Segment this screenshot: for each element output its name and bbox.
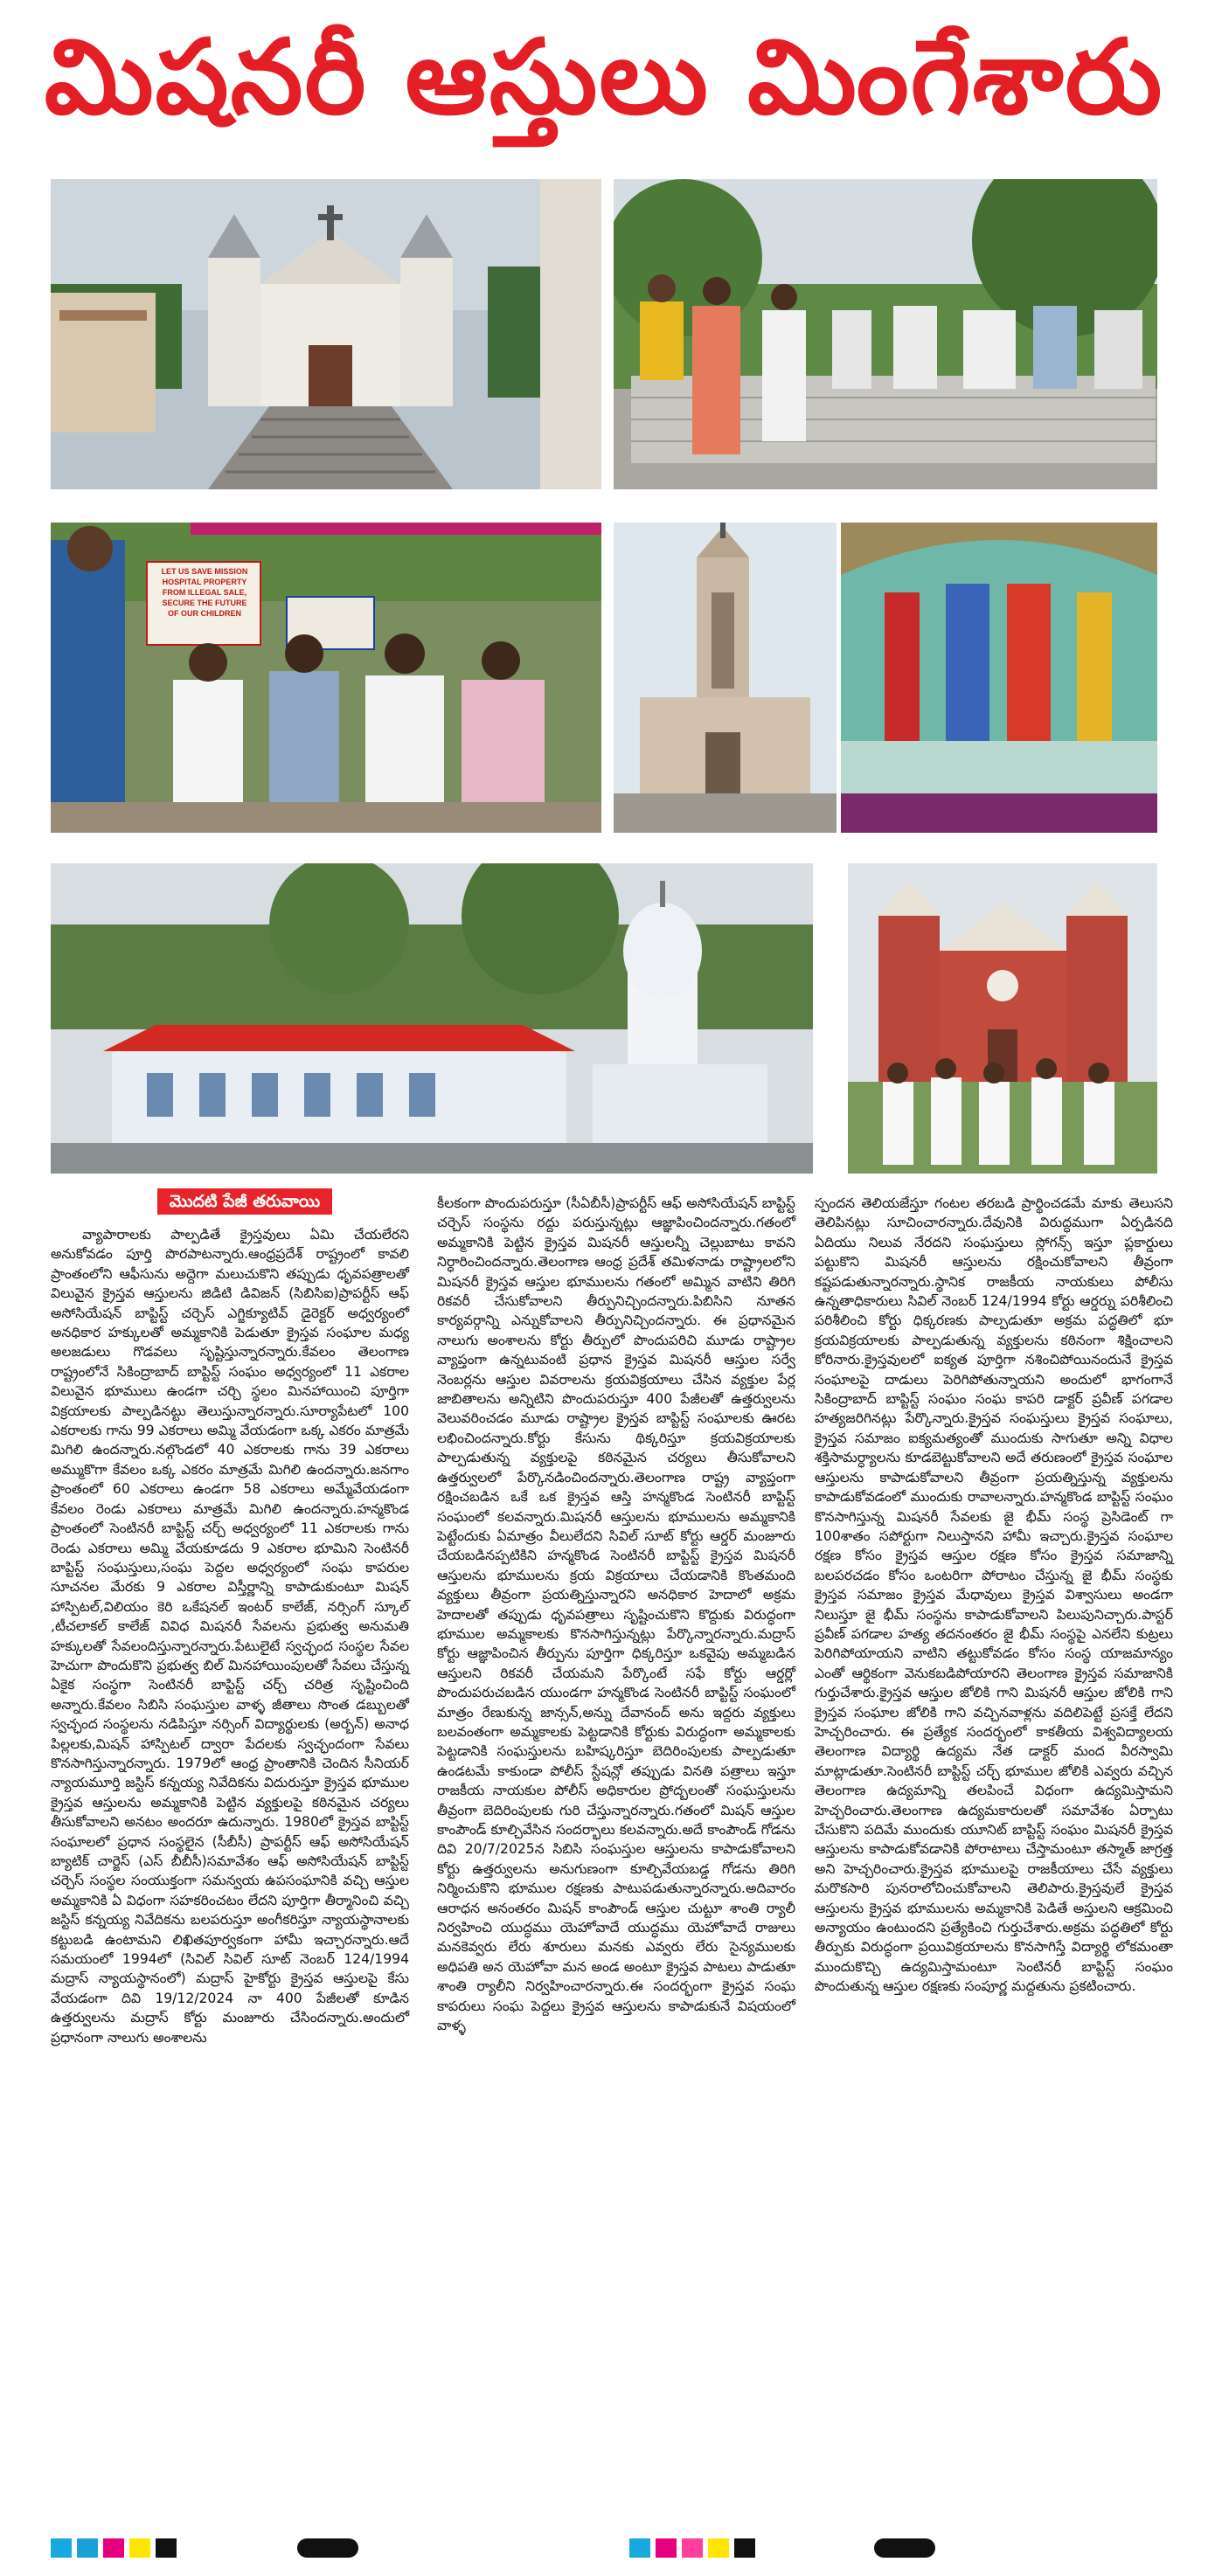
article-paragraph: వ్యాపారాలకు పాల్పడితే క్రైస్తవులు ఏమి చేయలేరని అనుకోవడం పూర్తి పొరపాటన్నారు.ఆంధ్రప్రదేశ్ రాష్ట్రంలో కావలి ప్రాంతంలోని ఆఫీసును అద్దెగా మలుచుకొని తప్పుడు ధృవపత్రాలతో విలువైన క్రైస్తవ ఆస్తులను జిడిటి డివిజన్ (సిబిసిఐ)ప్రాపర్టీస్ ఆఫ్ అసోసియేషన్ బాప్టిస్ట్ చర్చెస్ ఎగ్జిక్యూటివ్ డైరెక్టర్ అధ్వర్యంలో అనధికార హక్కులతో అమ్మకానికి పెడుతూ క్రైస్తవ సంఘాల మధ్య అలజడులు గొడవలు సృష్టిస్తున్నారన్నారు.కేవలం తెలంగాణ రాష్ట్రంలోనే సికింద్రాబాద్ బాప్టిస్ట్ సంఘం అధ్వర్యంలో 11 ఎకరాల విలువైన భూములు ఉండగా చర్చి స్థలం మినహాయించి పూర్తిగా విక్రయాలకు పాల్పడినట్టు తెలుస్తున్నారన్నారు.సూర్యాపేటలో 100 ఎకరాలకు గాను 99 ఎకరాలు అమ్మి వేయడంగా ఒక్క ఎకరం మాత్రమే మిగిలి ఉందన్నారు.నల్గొండలో 40 ఎకరాలకు గాను 39 ఎకరాలు అమ్ముకొగా కేవలం ఒక్క ఎకరం మాత్రమే మిగిలి ఉందన్నారు.జనగాం ప్రాంతంలో 60 ఎకరాలు ఉండగా 58 ఎకరాలు అమ్మేవేయడంగా కేవలం రెండు ఎకరాలు మాత్రమే మిగిలి ఉందన్నారు.హన్మకొండ ప్రాంతంలో సెంటినరీ బాప్టిస్ట్ చర్చ్ అధ్వర్యంలో 11 ఎకరాలకు గాను రెండు ఎకరాలు అమ్మి వేయకూడదు 9 ఎకరాల భూమిని సెంటినరీ బాప్టిస్ట్ సంఘస్తులు,సంఘ పెద్దల అధ్వర్యంలో సంఘ కాపరుల సూచనల మేరకు 9 ఎకరాల విస్తీర్ణాన్ని కాపాడుకుంటూ మిషన్ హాస్పిటల్,విలియం కెరి ఒకేషనల్ ఇంటర్ కాలేజ్, నర్సింగ్ స్కూల్ ,టీచలాకల్ కాలేజ్ వివిధ మిషనరీ సేవలను ప్రభుత్వ అనుమతి హక్కులతో సేవలందిస్తున్నారన్నారు.పేటులైటే స్వచ్ఛంద సంస్థల సేవల హెచుగా పొందుకొని ప్రభుత్వ బిల్ మినహాయింపులతో సేవలు చేస్తున్న ఏకైక సంస్థగా సెంటినరీ బాప్టిస్ట్ చర్చ్ చరిత్ర సృష్టించింది అన్నారు.కేవలం సిబిసి సంఘస్తుల వాళ్ళ జీతాలు సొంత డబ్బులతో స్వచ్ఛంద సంస్థలను నడిపిస్తూ నర్సింగ్ విద్యార్థులకు (అర్బన్) అనాధ పిల్లలకు,మిషన్ హాస్పిటల్ ద్వారా పేదలకు స్వచ్ఛందంగా సేవలు కొనసాగిస్తున్నారన్నారు. 1979లో ఆంధ్ర ప్రాంతానికి చెందిన సీనియర్ న్యాయమూర్తి జస్టిస్ కన్నయ్య నివేదికను విదురుస్తూ క్రైస్తవ భూముల క్రైస్తవ ఆస్తులను అమ్మకానికి పెట్టిన వ్యక్తులపై కఠినమైన చర్యలు తీసుకోవాలని అనటం అందరూ ఉదున్నారు. 1980లో క్రైస్తవ బాప్టిస్ట్ సంఘాలలో ప్రధాన సంస్థలైన (సీబీసీ) ప్రాపర్టీస్ ఆఫ్ అసోసియేషన్ బ్యాటిక్ చార్జెస్ (ఎస్ బీబీసీ)సమావేశం ఆఫ్ అసోసియేషన్ బాప్టిస్ట్ చర్చెస్ సంస్థల సంయుక్తంగా సమన్వయ ఉపసంఘానికి వచ్చి ఆస్తుల అమ్మకానికి ఏ విధంగా సహకరించటం లేదని పూర్తిగా తీర్మానించి వచ్చి జస్టిస్ కన్నయ్య నివేదికను బలపరుస్తూ అంగీకరిస్తూ న్యాయస్థానాలకు కట్టుబడి ఉంటామని లిఖితపూర్వకంగా హామీ ఇచ్చారన్నారు.ఆదే సమయంలో 1994లో (సివిల్ సివిల్ సూట్ నెంబర్ 124/1994 మద్రాస్ న్యాయస్థానంలో) మద్రాస్ హైకోర్టు క్రైస్తవ ఆస్తులపై కేసు వేయడంగా దివి 19/12/2024 నా 400 పేజీలతో కూడిన ఉత్తర్వులను మద్రాస్ కోర్టు మంజూరు చేసిందన్నారు.అందులో ప్రధానంగా నాలుగు అంశాలను [51,1227,409,2046]
banner-line: LET US SAVE MISSION [161,567,248,576]
protest-sitting-photo [51,523,601,833]
article-column-3 [815,1194,1173,2504]
article-column-1 [51,1225,409,2496]
headline: మిషనరీ ఆస్తులు మింగేశారు [44,17,1164,137]
article-paragraph: స్పందన తెలియజేస్తూ గంటల తరబడి ప్రార్థించడమే మాకు తెలుసని తెలిపినట్లు సూచించారన్నారు.దేవునికి విరుద్ధముగా ఏర్పడినది ఏదియు నిలువ నేరదని సంఘస్తులు స్లోగన్స్ ఇస్తూ ప్లకార్డులు పట్టుకొని మిషనరీ ఆస్తులను రక్షించుకోవాలని తీవ్రంగా కష్టపడుతున్నారన్నారు.స్థానిక రాజకీయ నాయకులు పోలీసు ఉన్నతాధికారులు సివిల్ నెంబర్ 124/1994 కోర్టు ఆర్డర్ను పరిశీలించి పరిశీలించి కోర్టు ధిక్కరణకు పాల్పడుతూ అక్రమ పద్ధతిలో భూ క్రయవిక్రయాలకు పాల్పడుతున్న వ్యక్తులను కఠినంగా శిక్షించాలని కోరినారు.క్రైస్తవులలో ఐక్యత పూర్తిగా నశించిపోయినందునే క్రైస్తవ సంఘాలపై దాడులు పెరిగిపోతున్నాయని అందులో భాగంగానే సికింద్రాబాద్ బాప్టిస్ట్ సంఘం సంఘ కాపరి డాక్టర్ ప్రవీణ్ పగడాల హత్యజరిగినట్లు పేర్కొన్నారు.క్రైస్తవ సంఘస్తులు క్రైస్తవ సంఘాలు, క్రైస్తవ సమాజం ఐక్యమత్యంతో ముందుకు సాగుతూ అన్ని విధాల శక్తిసామర్ధ్యాలను కూడబెట్టుకోవాలని అదే తరుణంలో క్రైస్తవ సంఘాల ఆస్తులను కాపాడుకోవాలని తీవ్రంగా ప్రయత్నిస్తున్న వ్యక్తులను కాపాడుకోవడంలో ముందుకు రావాలన్నారు.హన్మకొండ బాప్టిస్ట్ సంఘం కొనసాగిస్తున్న మిషనరీ సేవలకు జై భీమ్ సంస్థ ప్రెసిడెంట్ గా 100శాతం సపోర్టుగా నిలుస్తానని హామీ ఇచ్చారు.క్రైస్తవ సంఘాల రక్షణ కోసం క్రైస్తవ ఆస్తుల రక్షణ కోసం క్రైస్తవ సమాజాన్ని బలపరచడం కోసం ఒంటరిగా పోరాటం చేస్తున్న జై భీమ్ సంస్థకు క్రైస్తవ సమాజం క్రైస్తవ మేధావులు క్రైస్తవ విశ్వాసులు అండగా నిలుస్తూ జై భీమ్ సంస్థను కాపాడుకోవాలని పిలుపునిచ్చారు.పాస్టర్ ప్రవీణ్ పగడాల హత్య తదనంతరం జై భీమ్ సంస్థపై ఎనలేని కుట్రలు పెరిగిపోయాయని వాటిని తట్టుకోవడం కోసం సంస్థ యాజమాన్యం ఎంతో ఆర్థికంగా వెనుకబడిపోయారని తెలంగాణ క్రైస్తవ సమాజానికి గుర్తుచేశారు.క్రైస్తవ ఆస్తుల జోలికి గాని మిషనరీ ఆస్తుల జోలికి గాని క్రైస్తవ సంఘాల జోలికి గాని వచ్చినవాళ్లను వదిలిపెట్టే ప్రసక్తే లేదని హెచ్చరించారు. ఈ ప్రత్యేక సందర్భంలో కాకతీయ విశ్వవిద్యాలయ తెలంగాణ విద్యార్థి ఉద్యమ నేత డాక్టర్ మంద వీరస్వామి మాట్లాడుతూ.సెంటినరీ బాప్టిస్ట్ చర్చ్ భూముల జోలికి ఎవ్వరు వచ్చిన తెలంగాణ ఉద్యమాన్ని తలపించే విధంగా ఉద్యమిస్తామని హెచ్చరించారు.తెలంగాణ ఉద్యమకారులతో సమావేశం ఏర్పాటు చేసుకొని పదిమే ముందుకు యూనిట్ బాప్టిస్ట్ సంఘం మిషనరీ క్రైస్తవ ఆస్తులను కాపాడుకోవడానికి పోరాటాలు చేస్తామంటూ తస్మాత్ జాగ్రత్త అని హెచ్చరించారు.క్రైస్తవ భూములపై రాజకీయాలు చేసే వ్యక్తులు మరొకసారి పునరాలోచించుకోవాలని తెలిపారు.క్రైస్తవులే క్రైస్తవ ఆస్తులను క్రైస్తవ భూములను అమ్మకానికి పెడితే అస్తులని ఆక్రమించి అన్యాయం ఉంటుందని ప్రత్యేకించి గుర్తుచేశారు.అక్రమ పద్ధతిలో కోర్టు తీర్పుకు విరుద్ధంగా ప్రయివిక్రయాలను కొనసాగిస్తే విద్యార్థి లోకమంతా ముందుకొచ్చి ఉద్యమిస్తామంటూ సెంటినరీ బాప్టిస్ట్ సంఘం పొందుతున్న ఆస్తుల రక్షణకు సంపూర్ణ మద్దతును ప్రకటించారు. [815,1195,1173,1995]
church-with-stairs-photo [51,179,601,489]
color-registration-marks [629,2538,755,2558]
red-brick-church-photo [848,863,1157,1174]
protest-banner-text [152,566,257,619]
color-registration-marks [51,2538,177,2558]
banner-line: HOSPITAL PROPERTY [162,578,247,586]
red-roof-church-photo [51,863,813,1174]
article-column-2 [437,1194,795,2504]
article-paragraph: కీలకంగా పొందుపరుస్తూ (సీఏబీసీ)ప్రాపర్టీస్ ఆఫ్ అసోసియేషన్ బాప్టిస్ట్ చర్చెస్ సంస్థను రద్దు పరుస్తున్నట్లు ఆజ్ఞాపించిందన్నారు.గతంలో అమ్మకానికి పెట్టిన క్రైస్తవ మిషనరీ ఆస్తులన్నీ చెల్లుబాటు కావని నిర్ధారించిందన్నారు.తెలంగాణ ఆంధ్ర ప్రదేశ్ తమిళనాడు రాష్ట్రాలలోని మిషనరీ క్రైస్తవ ఆస్తుల భూములను గతంలో అమ్మిన వాటిని తిరిగి రికవరీ చేసుకోవాలని తీర్పునిచ్చిందన్నారు.పిబిసిని నూతన కార్యవర్గాన్ని ఎన్నుకోవాలని తీర్పునిచ్చిందన్నారు. ఈ ప్రధానమైన నాలుగు అంశాలను కోర్టు తీర్పులో పొందుపరిచి మూడు రాష్ట్రాల వ్యాప్తంగా ఉన్నటువంటి ప్రధాన క్రైస్తవ మిషనరీ ఆస్తుల సర్వే నెంబర్లను ఆస్తుల వివరాలను క్రయవిక్రయాలు చేసిన వ్యక్తుల పేర్ల జాబితాలను అన్నిటిని పొందుపరుస్తూ 400 పేజీలతో ఉత్తర్వులను వెలువరించడం మూడు రాష్ట్రాల క్రైస్తవ బాప్టిస్ట్ సంఘాలకు ఊరట లభించిందన్నారు.కోర్టు కేసును థిక్కరిస్తూ క్రయవిక్రయాలకు పాల్పడుతున్న వ్యక్తులపై కఠినమైన చర్యలు తీసుకోవాలని ఉత్తర్వులలో పేర్కొనడించిందన్నారు.తెలంగాణ రాష్ట్ర వ్యాప్తంగా రక్షించబడిన ఒకే ఒక క్రైస్తవ ఆస్తి హన్మకొండ సెంటినరీ బాప్టిస్ట్ సంఘంలో కలవన్నారు.మిషనరీ ఆస్తులను భూములను అమ్మకానికి పెట్టేందుకు ఏమాత్రం వీలులేదని సివిల్ సూట్ కోర్టు ఆర్డర్ మంజూరు చేయబడినప్పటికిని హన్మకొండ సెంటినరీ బాప్టిస్ట్ క్రైస్తవ మిషనరీ ఆస్తులను భూములను క్రయ విక్రయాలు చేయడానికి కొంతమంది వ్యక్తులు తీవ్రంగా ప్రయత్నిస్తున్నారని అనధికార హెదాలో అక్రమ హెదాలతో తప్పుడు ధృవపత్రాలు సృష్టించుకొని కొద్దుకు విరుద్ధంగా భూముల అమ్మకాలకు కొనసాగిస్తున్నట్లు పేర్కొన్నారన్నారు.మద్రాస్ కోర్టు ఆజ్ఞాపించిన తీర్పును పూర్తిగా ధిక్కరిస్తూ ఒకవైపు అమ్మబడిన ఆస్తులని రికవరీ చేయమని పేర్కొంటే సఫే కోర్టు ఆర్డర్లో పొందుపరుచబడిన యుండగా హన్మకొండ సెంటినరీ బాప్టిస్ట్ సంఘంలో మాత్రం రేణుకున్న జాన్సన్,అన్ను దేవానంద్ అను ఇద్దరు వ్యక్తులు బలవంతంగా అమ్మకాలకు పెట్టడానికి కోర్టుకు విరుద్ధంగా అమ్మకాలకు పెట్టడానికి సంఘస్తులను బహిష్కరిస్తూ బెదిరింపులకు పాల్పడుతూ ఉండటమే కాకుండా పోలీస్ స్టేషన్లో తప్పుడు వినతి పత్రాలు ఇస్తూ రాజకీయ నాయకుల పోలీస్ అధికారుల ప్రోద్బలంతో సంఘస్తులను తీవ్రంగా బెదిరింపులకు గురి చేస్తున్నారన్నారు.గతంలో మిషన్ ఆస్తుల కాంపౌండ్ కూల్చివేసిన సందర్భాలు కలవన్నారు.అదే కాంపౌండ్ గోడను దివి 20/7/2025న సిబిసి సంఘస్తుల ఆస్తులను కాపాడుకోవాలని కోర్టు ఉత్తర్వులను అనుగుణంగా కూల్చివేయబడ్డ గోడను తిరిగి నిర్మించుకొని భూముల రక్షణకు పాటుపడుతున్నారన్నారు.అదివారం ఆరాధన అనంతరం మిషన్ కాంపౌండ్ ఆస్తుల చుట్టూ శాంతి ర్యాలీ నిర్వహించి యుద్ధము యెహోవాదే యుద్ధము యెహోవాదే రాజులు మనకెవ్వరు లేరు శూరులు మనకు ఎవ్వరు లేరు సైన్యములకు అధిపతి అన యెహోవా మన అండ అంటూ క్రైస్తవ పాటలు పాడుతూ శాంతి ర్యాలీని నిర్వహించారన్నారు.ఈ సందర్భంగా క్రైస్తవ సంఘ కాపరులు సంఘ పెద్దలు క్రైస్తవ ఆస్తులను కాపాడుకునే విషయంలో వాళ్ళ [437,1195,795,2034]
wall-construction-photo [614,179,1157,489]
banner-line: SECURE THE FUTURE [162,599,247,607]
cathedral-tower-photo [614,523,837,833]
stained-glass-altar-photo [841,523,1157,833]
continuation-tag: మొదటి పేజీ తరువాయి [157,1188,332,1215]
banner-line: OF OUR CHILDREN [168,609,241,618]
banner-line: FROM ILLEGAL SALE, [162,588,247,597]
registration-oval [874,2538,935,2558]
registration-oval [297,2538,358,2558]
